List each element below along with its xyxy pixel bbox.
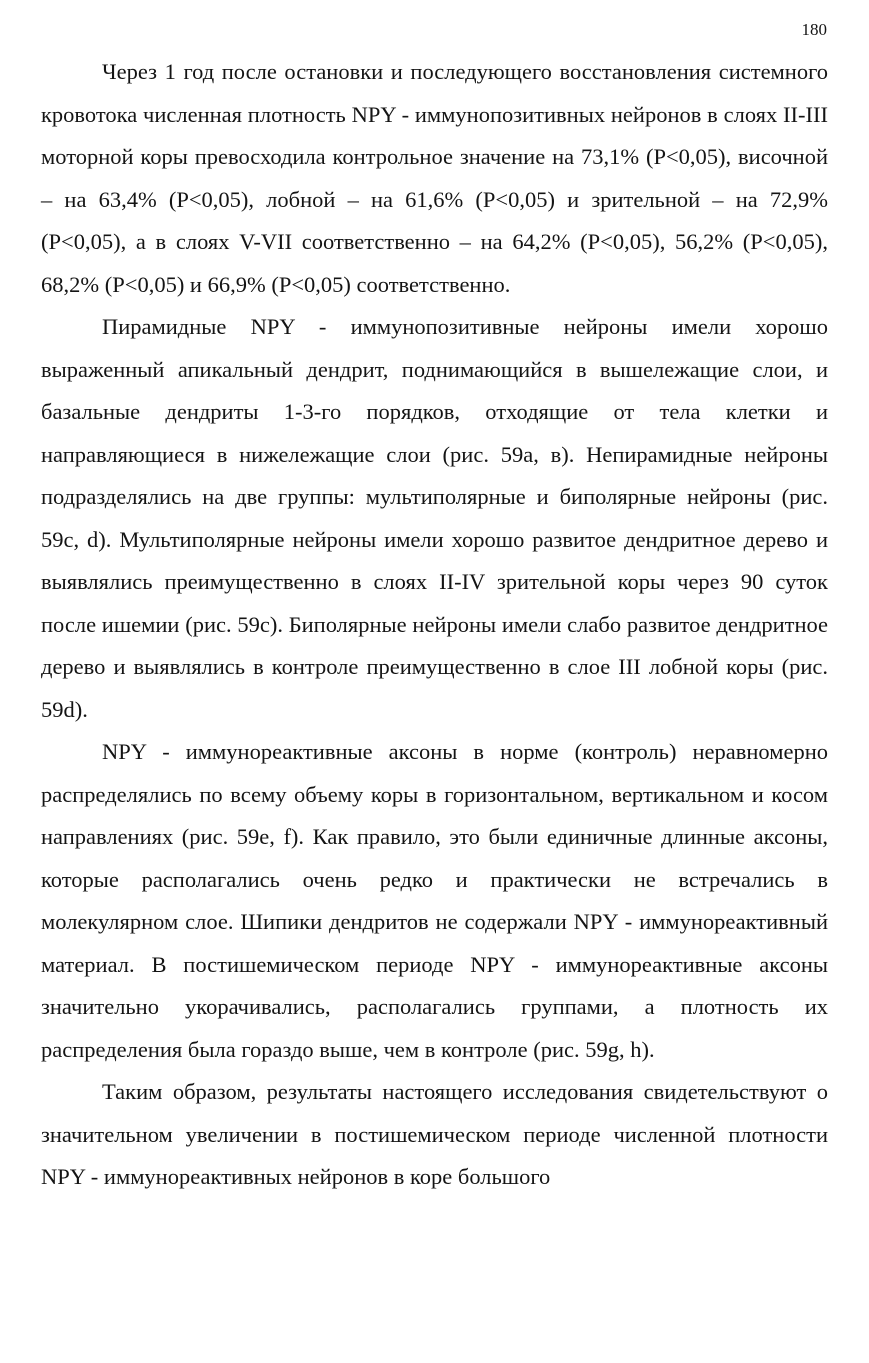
- body-text: [41, 51, 828, 1199]
- paragraph-3: NPY - иммунореактивные аксоны в норме (контроль) неравномерно распределялись по всему объему коры в горизонтальном, вертикальном и косом направлениях (рис. 59e, f). Как правило, это были единичные длинные аксоны, которые располагались очень редко и практически не встречались в молекулярном слое. Шипики дендритов не содержали NPY - иммунореактивный материал. В постишемическом периоде NPY - иммунореактивные аксоны значительно укорачивались, располагались группами, а плотность их распределения была гораздо выше, чем в контроле (рис. 59g, h).: [41, 739, 828, 1062]
- paragraph-1: Через 1 год после остановки и последующего восстановления системного кровотока численная плотность NPY - иммунопозитивных нейронов в слоях II-III моторной коры превосходила контрольное значение на 73,1% (P<0,05), височной – на 63,4% (P<0,05), лобной – на 61,6% (P<0,05) и зрительной – на 72,9% (P<0,05), а в слоях V-VII соответственно – на 64,2% (P<0,05), 56,2% (P<0,05), 68,2% (P<0,05) и 66,9% (P<0,05) соответственно.: [41, 59, 828, 297]
- paragraph-2: Пирамидные NPY - иммунопозитивные нейроны имели хорошо выраженный апикальный дендрит, поднимающийся в вышележащие слои, и базальные дендриты 1-3-го порядков, отходящие от тела клетки и направляющиеся в нижележащие слои (рис. 59a, в). Непирамидные нейроны подразделялись на две группы: мультиполярные и биполярные нейроны (рис. 59c, d). Мультиполярные нейроны имели хорошо развитое дендритное дерево и выявлялись преимущественно в слоях II-IV зрительной коры через 90 суток после ишемии (рис. 59c). Биполярные нейроны имели слабо развитое дендритное дерево и выявлялись в контроле преимущественно в слое III лобной коры (рис. 59d).: [41, 314, 828, 722]
- page-number: 180: [801, 20, 827, 39]
- paragraph-4: Таким образом, результаты настоящего исследования свидетельствуют о значительном увеличении в постишемическом периоде численной плотности NPY - иммунореактивных нейронов в коре большого: [41, 1079, 828, 1189]
